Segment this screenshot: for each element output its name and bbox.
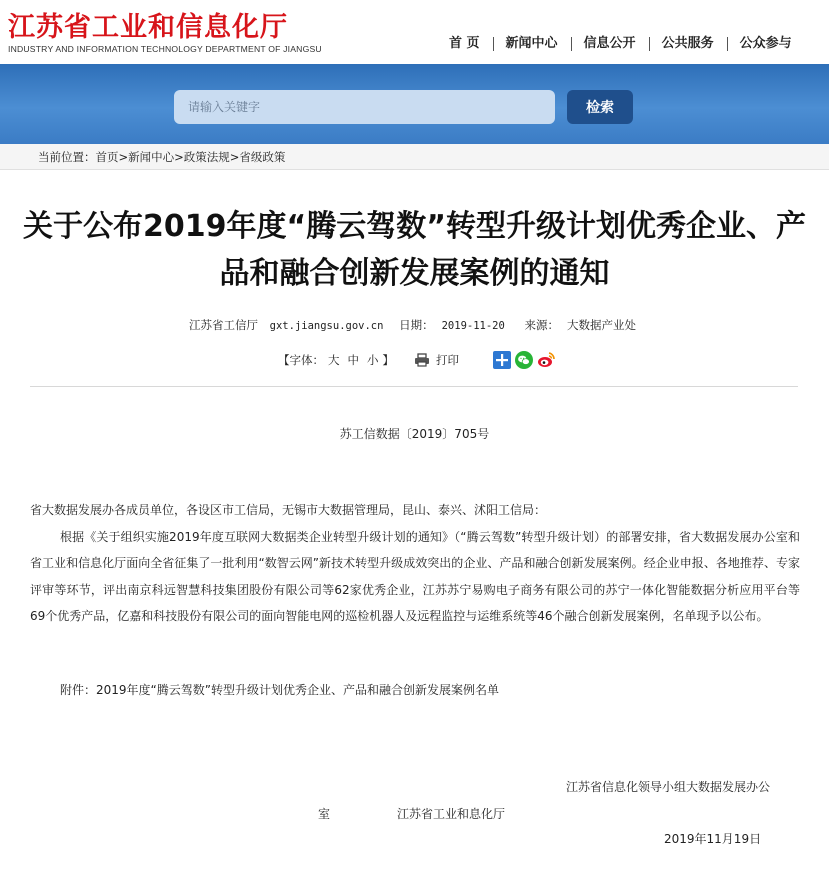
share-plus-icon[interactable] — [493, 351, 511, 369]
wechat-icon[interactable] — [515, 351, 533, 369]
font-size-small[interactable]: 小 — [367, 353, 379, 367]
article-meta — [0, 317, 829, 333]
nav-home[interactable]: 首 页 — [449, 36, 480, 51]
article-attachment[interactable]: 附件：2019年度“腾云驾数”转型升级计划优秀企业、产品和融合创新发展案例名单 — [60, 683, 499, 697]
breadcrumb-home[interactable]: 首页 — [95, 150, 119, 164]
breadcrumb-separator: > — [118, 150, 129, 164]
signature-line-1: 江苏省信息化领导小组大数据发展办公 — [566, 780, 771, 794]
nav-public-participation[interactable]: 公众参与 — [727, 36, 805, 52]
article-tools — [278, 349, 555, 371]
site-header — [0, 0, 829, 64]
printer-icon[interactable] — [414, 353, 430, 367]
meta-divider — [30, 386, 798, 387]
article-date: 2019-11-20 — [441, 320, 505, 332]
site-logo-title[interactable]: 江苏省工业和信息化厅 — [8, 12, 288, 43]
breadcrumb-policy[interactable]: 政策法规 — [183, 150, 230, 164]
breadcrumb-separator: > — [229, 150, 240, 164]
article-salutation: 省大数据发展办各成员单位，各设区市工信局，无锡市大数据管理局，昆山、泰兴、沭阳工信局： — [30, 503, 547, 517]
article-site: gxt.jiangsu.gov.cn — [269, 320, 384, 332]
signature-line-2b: 江苏省工业和息化厅 — [397, 807, 506, 821]
nav-public-service[interactable]: 公共服务 — [649, 36, 727, 52]
font-size-label: 【字体： — [278, 353, 324, 367]
nav-info-disclosure[interactable]: 信息公开 — [571, 36, 649, 52]
breadcrumb — [0, 144, 829, 170]
search-banner — [0, 64, 829, 144]
signature-line-2a: 室 — [318, 807, 331, 821]
breadcrumb-separator: > — [174, 150, 184, 164]
search-button[interactable]: 检索 — [567, 90, 633, 124]
weibo-icon[interactable] — [537, 351, 555, 369]
origin-label: 来源： — [524, 318, 559, 332]
article-paragraph: 根据《关于组织实施2019年度互联网大数据类企业转型升级计划的通知》（“腾云驾数”转型升级计划）的部署安排，省大数据发展办公室和省工业和信息化厅面向全省征集了一批利用“数智云网”新技术转型升级成效突出的企业、产品和融合创新发展案例。经企业申报、各地推荐、专家评审等环节，评出南京科远智慧科技集团股份有限公司等62家优秀企业，江苏苏宁易购电子商务有限公司的苏宁一体化智能数据分析应用平台等69个优秀产品，亿嘉和科技股份有限公司的面向智能电网的巡检机器人及远程监控与运维系统等46个融合创新发展案例，名单现予以公布。 — [30, 529, 800, 623]
article-body — [30, 497, 800, 630]
font-size-close: 】 — [382, 353, 394, 367]
document-number: 苏工信数据〔2019〕705号 — [339, 427, 490, 441]
font-size-large[interactable]: 大 — [328, 353, 340, 367]
breadcrumb-prefix: 当前位置： — [38, 150, 96, 164]
date-label: 日期： — [399, 318, 434, 332]
site-logo-subtitle: INDUSTRY AND INFORMATION TECHNOLOGY DEPARTMENT OF JIANGSU — [8, 44, 322, 54]
nav-news-center[interactable]: 新闻中心 — [493, 36, 571, 52]
print-button[interactable]: 打印 — [436, 353, 459, 367]
breadcrumb-provincial-policy[interactable]: 省级政策 — [239, 150, 286, 164]
main-nav — [436, 33, 805, 55]
font-size-medium[interactable]: 中 — [347, 353, 359, 367]
article-source: 江苏省工信厅 — [189, 318, 258, 332]
breadcrumb-news-center[interactable]: 新闻中心 — [128, 150, 175, 164]
signature-date: 2019年11月19日 — [664, 832, 762, 846]
article-origin: 大数据产业处 — [566, 318, 636, 332]
article-title: 关于公布2019年度“腾云驾数”转型升级计划优秀企业、产品和融合创新发展案例的通知 — [23, 209, 806, 291]
search-input[interactable] — [174, 90, 555, 124]
